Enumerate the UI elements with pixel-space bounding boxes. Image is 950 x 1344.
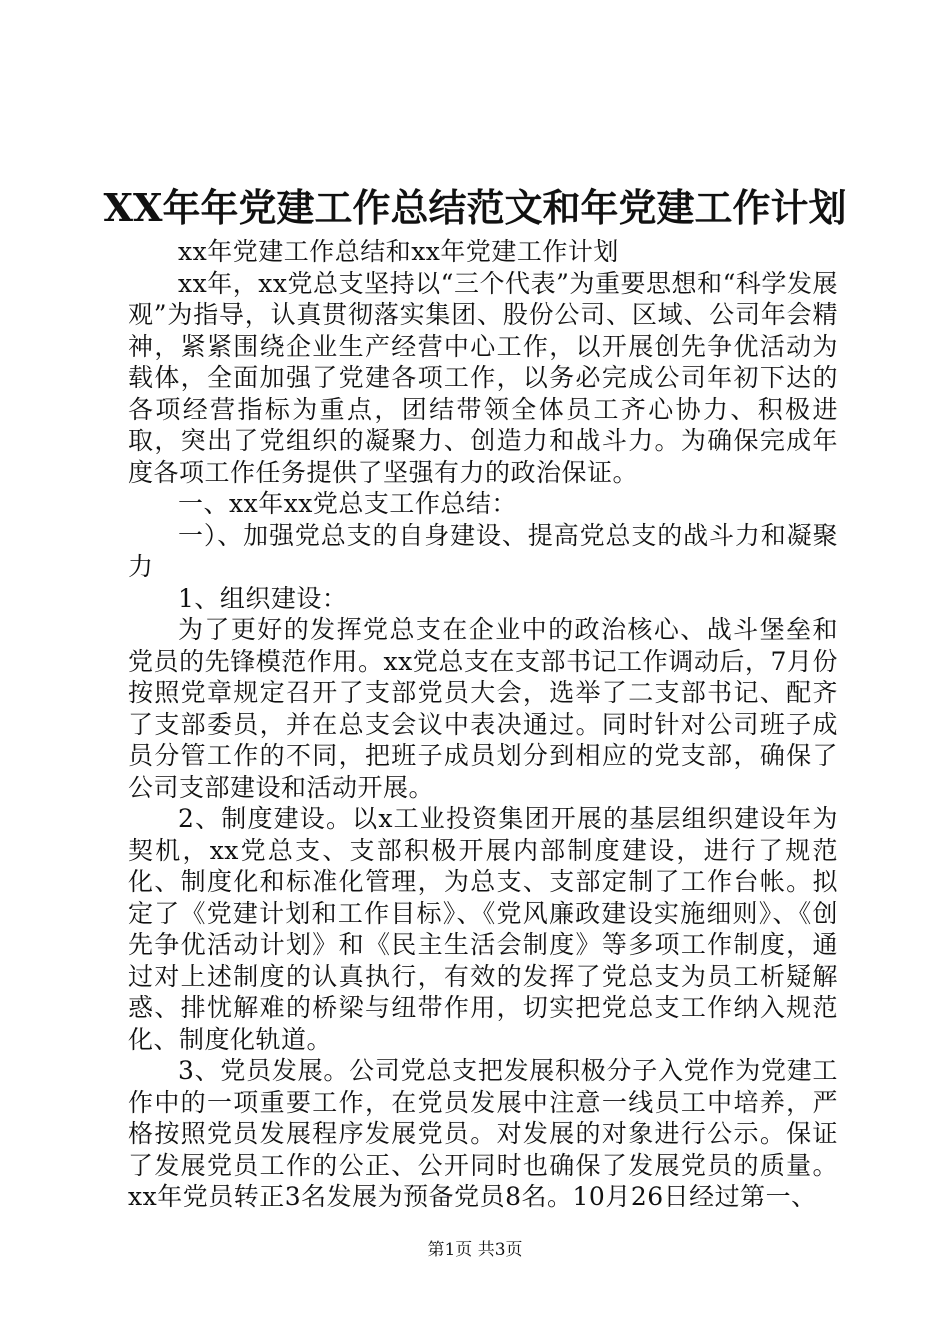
paragraph-intro: xx年，xx党总支坚持以“三个代表”为重要思想和“科学发展观”为指导，认真贯彻落实集团、股份公司、区域、公司年会精神，紧紧围绕企业生产经营中心工作，以开展创先争优活动为载体，全面加强了党建各项工作，以务必完成公司年初下达的各项经营指标为重点，团结带领全体员工齐心协力、积极进取，突出了党组织的凝聚力、创造力和战斗力。为确保完成年度各项工作任务提供了坚强有力的政治保证。 xyxy=(128,268,838,487)
page-footer: 第1页 共3页 xyxy=(427,1240,523,1260)
section-heading: 一、xx年xx党总支工作总结： xyxy=(178,489,517,518)
subsection-heading: 一）、加强党总支的自身建设、提高党总支的战斗力和凝聚力 xyxy=(128,520,838,581)
paragraph-system-building: 2、制度建设。以x工业投资集团开展的基层组织建设年为契机，xx党总支、支部积极开展内部制度建设，进行了规范化、制度化和标准化管理，为总支、支部定制了工作台帐。拟定了《党建计划和工作目标》、《党风廉政建设实施细则》、《创先争优活动计划》和《民主生活会制度》等多项工作制度，通过对上述制度的认真执行，有效的发挥了党总支为员工析疑解惑、排忧解难的桥梁与纽带作用，切实把党总支工作纳入规范化、制度化轨道。 xyxy=(128,804,838,1054)
paragraph-organization: 为了更好的发挥党总支在企业中的政治核心、战斗堡垒和党员的先锋模范作用。xx党总支在支部书记工作调动后，7月份按照党章规定召开了支部党员大会，选举了二支部书记、配齐了支部委员，并在总支会议中表决通过。同时针对公司班子成员分管工作的不同，把班子成员划分到相应的党支部，确保了公司支部建设和活动开展。 xyxy=(128,615,838,802)
paragraph-subtitle: xx年党建工作总结和xx年党建工作计划 xyxy=(178,237,619,266)
document-body xyxy=(128,236,838,1213)
item-heading-organization: 1、组织建设： xyxy=(178,583,348,613)
document-title: XX年年党建工作总结范文和年党建工作计划 xyxy=(103,185,847,230)
paragraph-member-development: 3、党员发展。公司党总支把发展积极分子入党作为党建工作中的一项重要工作，在党员发展中注意一线员工中培养，严格按照党员发展程序发展党员。对发展的对象进行公示。保证了发展党员工作的公正、公开同时也确保了发展党员的质量。xx年党员转正3名发展为预备党员8名。10月26日经过第一、 xyxy=(128,1056,838,1211)
